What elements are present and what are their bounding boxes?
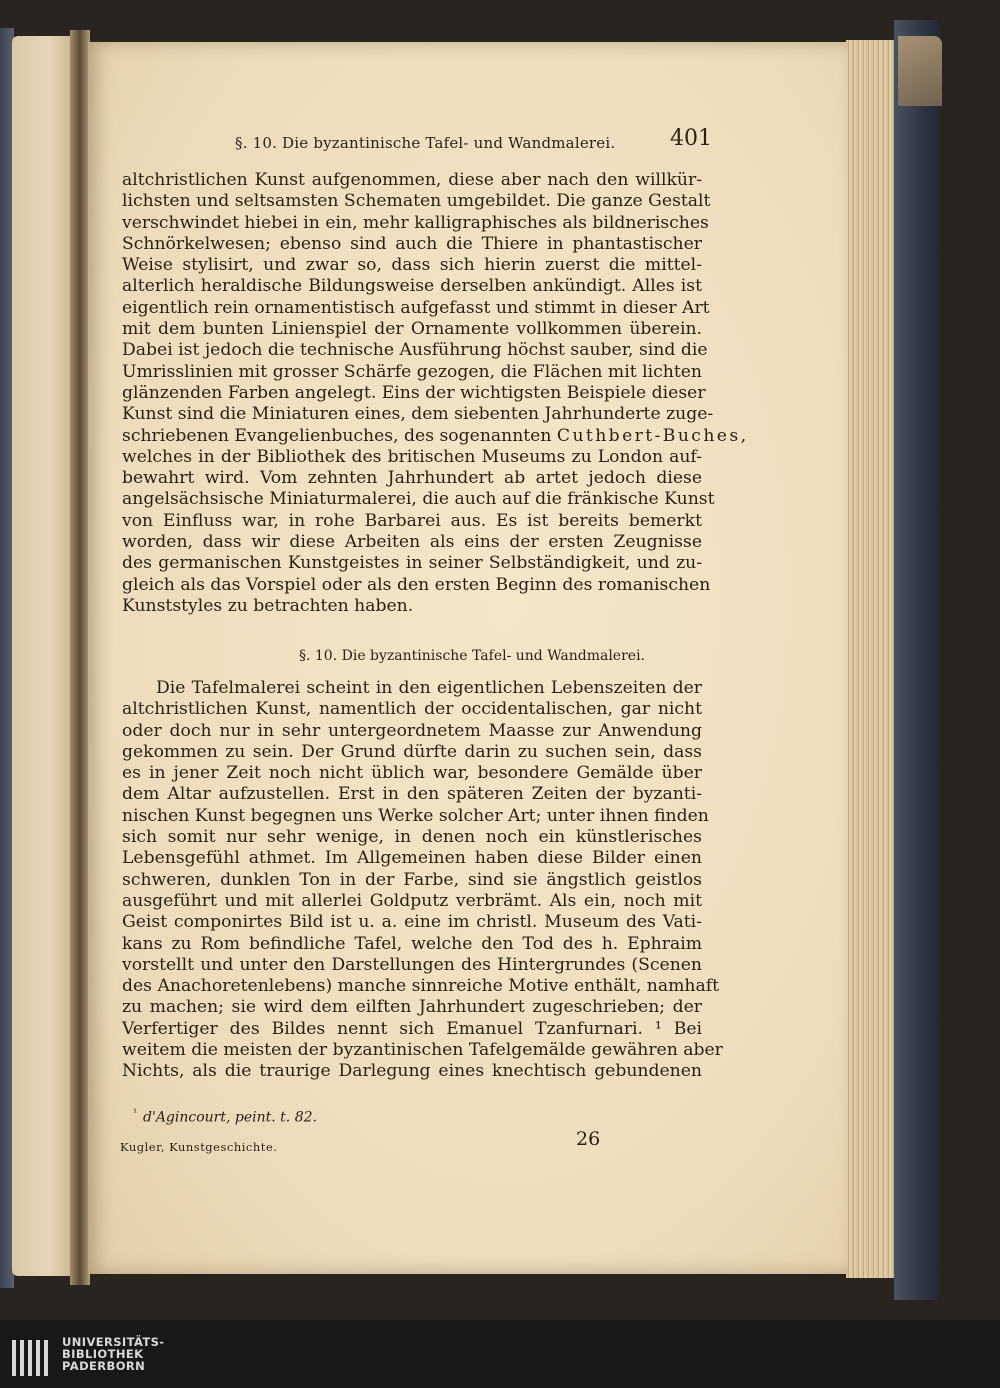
text-line: glänzenden Farben angelegt. Eins der wichtigsten Beispiele dieser	[122, 382, 706, 403]
text-line: lichsten und seltsamsten Schematen umgebildet. Die ganze Gestalt	[122, 191, 711, 212]
text-line: Weise stylisirt, und zwar so, dass sich hierin zuerst die mittel-	[122, 255, 702, 276]
text-line: eigentlich rein ornamentistisch aufgefasst und stimmt in dieser Art	[122, 297, 710, 318]
text-line: Lebensgefühl athmet. Im Allgemeinen haben diese Bilder einen	[122, 848, 702, 869]
running-title: §. 10. Die byzantinische Tafel- und Wandmalerei.	[235, 134, 616, 152]
text-line: gekommen zu sein. Der Grund dürfte darin zu suchen sein, dass	[122, 741, 702, 762]
text-line: schweren, dunklen Ton in der Farbe, sind sie ängstlich geistlos	[122, 869, 702, 890]
text-line: gleich als das Vorspiel oder als den ersten Beginn des romanischen	[122, 574, 711, 595]
text-line: nischen Kunst begegnen uns Werke solcher Art; unter ihnen finden	[122, 805, 709, 826]
text-line: verschwindet hiebei in ein, mehr kalligraphisches als bildnerisches	[122, 212, 709, 233]
spaced-term: Cuthbert-Buches,	[556, 425, 749, 446]
logo-line: BIBLIOTHEK	[62, 1347, 144, 1361]
library-logo	[10, 1336, 210, 1380]
footnote	[133, 1108, 317, 1126]
text-line: oder doch nur in sehr untergeordnetem Maasse zur Anwendung	[122, 720, 702, 741]
text-line: Dabei ist jedoch die technische Ausführung höchst sauber, sind die	[122, 340, 708, 361]
section-heading: §. 10. Die byzantinische Tafel- und Wandmalerei.	[299, 648, 645, 664]
text-line: altchristlichen Kunst, namentlich der occidentalischen, gar nicht	[122, 699, 702, 720]
text-segment: schriebenen Evangelienbuches, des sogenannten	[122, 425, 557, 446]
text-line: alterlich heraldische Bildungsweise derselben ankündigt. Alles ist	[122, 276, 702, 297]
footnote-marker: ¹	[133, 1108, 138, 1119]
text-line: weitem die meisten der byzantinischen Tafelgemälde gewähren aber	[122, 1040, 723, 1061]
right-cover-edge	[894, 20, 940, 1300]
text-line: bewahrt wird. Vom zehnten Jahrhundert ab artet jedoch diese	[122, 468, 702, 489]
logo-line: PADERBORN	[62, 1359, 146, 1373]
text-line: Verfertiger des Bildes nennt sich Emanuel Tzanfurnari. ¹ Bei	[122, 1018, 702, 1039]
text-line: welches in der Bibliothek des britischen Museums zu London auf-	[122, 446, 702, 467]
text-line: kans zu Rom befindliche Tafel, welche den Tod des h. Ephraim	[122, 933, 702, 954]
book-page	[88, 42, 848, 1274]
text-line: worden, dass wir diese Arbeiten als eins der ersten Zeugnisse	[122, 532, 702, 553]
left-page-edge	[12, 36, 72, 1276]
text-line: altchristlichen Kunst aufgenommen, diese aber nach den willkür-	[122, 170, 702, 190]
signature-author: Kugler, Kunstgeschichte.	[120, 1140, 278, 1154]
library-logo-text	[62, 1336, 164, 1372]
text-line: angelsächsische Miniaturmalerei, die auch auf die fränkische Kunst	[122, 489, 715, 510]
page-number: 401	[670, 126, 712, 151]
text-line: vorstellt und unter den Darstellungen des Hintergrundes (Scenen	[122, 954, 702, 975]
text-line: Geist componirtes Bild ist u. a. eine im christl. Museum des Vati-	[122, 912, 702, 933]
paragraph-1	[122, 170, 749, 617]
text-line: Kunststyles zu betrachten haben.	[122, 595, 414, 616]
text-line: mit dem bunten Linienspiel der Ornamente vollkommen überein.	[122, 319, 702, 340]
footnote-text: d'Agincourt, peint. t. 82.	[143, 1109, 317, 1126]
text-line: Kunst sind die Miniaturen eines, dem siebenten Jahrhunderte zuge-	[122, 404, 714, 425]
text-line: ausgeführt und mit allerlei Goldputz verbrämt. Als ein, noch mit	[122, 890, 702, 911]
text-line: zu machen; sie wird dem eilften Jahrhundert zugeschrieben; der	[122, 997, 702, 1018]
text-line: Umrisslinien mit grosser Schärfe gezogen, die Flächen mit lichten	[122, 361, 702, 382]
running-head	[88, 126, 848, 156]
text-line: des Anachoretenlebens) manche sinnreiche Motive enthält, namhaft	[122, 976, 719, 997]
text-line: Die Tafelmalerei scheint in den eigentlichen Lebenszeiten der	[156, 678, 702, 698]
signature-number: 26	[576, 1128, 601, 1150]
text-line: sich somit nur sehr wenige, in denen noch ein künstlerisches	[122, 827, 702, 848]
logo-line: UNIVERSITÄTS-	[62, 1335, 165, 1349]
text-line: es in jener Zeit noch nicht üblich war, besondere Gemälde über	[122, 763, 702, 784]
cover-corner	[898, 36, 942, 106]
page-edges	[846, 40, 898, 1278]
text-line	[122, 425, 749, 447]
book-gutter	[70, 30, 90, 1285]
paragraph-2	[122, 678, 723, 1083]
library-logo-icon	[10, 1336, 54, 1380]
text-line: dem Altar aufzustellen. Erst in den späteren Zeiten der byzanti-	[122, 784, 702, 805]
text-line: des germanischen Kunstgeistes in seiner Selbständigkeit, und zu-	[122, 553, 702, 574]
text-line: Nichts, als die traurige Darlegung eines knechtisch gebundenen	[122, 1061, 702, 1082]
text-line: Schnörkelwesen; ebenso sind auch die Thiere in phantastischer	[122, 233, 702, 254]
text-line: von Einfluss war, in rohe Barbarei aus. Es ist bereits bemerkt	[122, 510, 702, 531]
signature-line	[88, 1128, 848, 1158]
